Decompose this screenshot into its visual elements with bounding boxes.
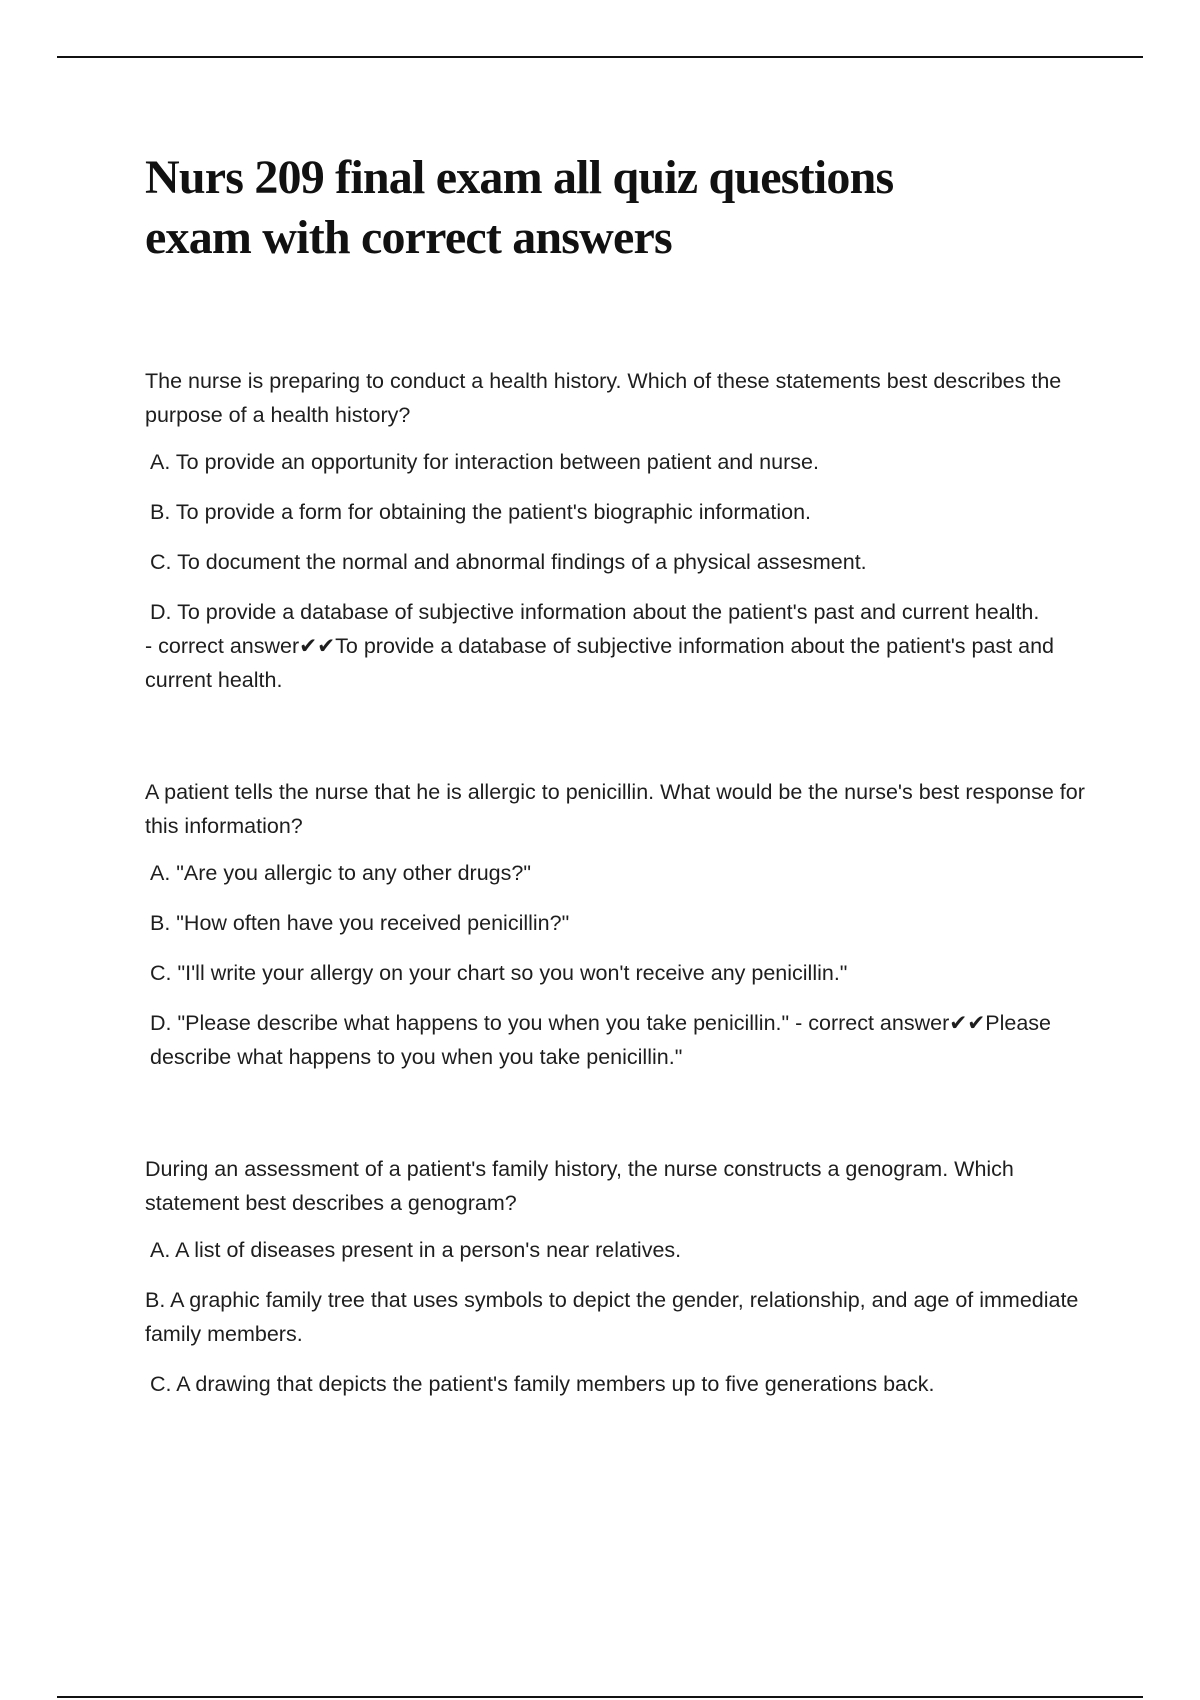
correct-answer: - correct answer✔✔To provide a database of subjective information about the patient's past and current health. bbox=[145, 634, 1055, 692]
option-b: B. To provide a form for obtaining the patient's biographic information. bbox=[150, 500, 812, 524]
questions-list bbox=[145, 364, 1085, 1479]
option-c: C. "I'll write your allergy on your chart so you won't receive any penicillin." bbox=[150, 961, 848, 985]
bottom-rule bbox=[57, 1696, 1143, 1698]
option-c: C. To document the normal and abnormal findings of a physical assesment. bbox=[150, 550, 867, 574]
question-1 bbox=[145, 364, 1085, 697]
option-b: B. "How often have you received penicillin?" bbox=[150, 911, 570, 935]
question-stem: A patient tells the nurse that he is allergic to penicillin. What would be the nurse's best response for this information? bbox=[145, 780, 1085, 838]
title-line-1: Nurs 209 final exam all quiz questions bbox=[145, 151, 894, 204]
option-d: D. To provide a database of subjective information about the patient's past and current health. bbox=[150, 600, 1040, 624]
option-c: C. A drawing that depicts the patient's family members up to five generations back. bbox=[150, 1372, 935, 1396]
option-a: A. A list of diseases present in a person's near relatives. bbox=[150, 1238, 682, 1262]
option-a: A. To provide an opportunity for interaction between patient and nurse. bbox=[150, 450, 819, 474]
question-3 bbox=[145, 1152, 1085, 1401]
option-d-with-correct-answer: D. "Please describe what happens to you when you take penicillin." - correct answer✔✔Please describe what happens to you when you take penicillin." bbox=[150, 1011, 1052, 1069]
question-stem: The nurse is preparing to conduct a health history. Which of these statements best describes the purpose of a health history? bbox=[145, 369, 1062, 427]
top-rule bbox=[57, 56, 1143, 58]
option-b: B. A graphic family tree that uses symbols to depict the gender, relationship, and age of immediate family members. bbox=[145, 1288, 1079, 1346]
question-2 bbox=[145, 775, 1085, 1074]
question-stem: During an assessment of a patient's family history, the nurse constructs a genogram. Which statement best describes a genogram? bbox=[145, 1157, 1014, 1215]
option-a: A. "Are you allergic to any other drugs?" bbox=[150, 861, 531, 885]
page-title bbox=[145, 148, 1105, 268]
title-line-2: exam with correct answers bbox=[145, 211, 672, 264]
